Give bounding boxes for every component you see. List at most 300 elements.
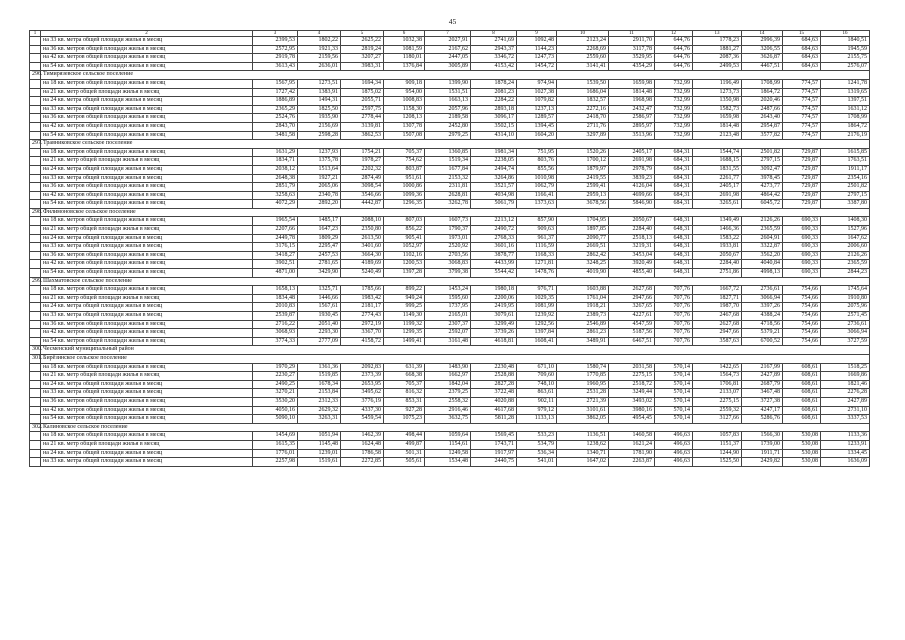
value-cell: 2751,86 bbox=[693, 269, 742, 278]
row-label: на 33 кв. метра общей площади жилья в месяц bbox=[41, 37, 253, 46]
value-cell: 2604,91 bbox=[742, 234, 783, 243]
value-cell: 1631,29 bbox=[253, 148, 298, 157]
value-cell: 732,99 bbox=[655, 97, 693, 106]
value-cell: 1340,71 bbox=[557, 449, 609, 458]
value-cell: 2843,70 bbox=[253, 122, 298, 131]
value-cell: 644,76 bbox=[655, 54, 693, 63]
value-cell: 1667,72 bbox=[693, 286, 742, 295]
value-cell: 1615,85 bbox=[821, 148, 870, 157]
value-cell: 2268,69 bbox=[557, 45, 609, 54]
value-cell: 3258,63 bbox=[253, 191, 298, 200]
value-cell: 2636,01 bbox=[298, 62, 341, 71]
value-cell: 1658,13 bbox=[253, 286, 298, 295]
value-cell: 1786,58 bbox=[341, 449, 384, 458]
value-cell: 1910,80 bbox=[821, 294, 870, 303]
value-cell: 1454,69 bbox=[253, 432, 298, 441]
value-cell: 2691,98 bbox=[609, 157, 655, 166]
row-label: на 54 кв. метров общей площади жилья в месяц bbox=[41, 131, 253, 140]
row-index-cell bbox=[30, 380, 41, 389]
value-cell: 1608,41 bbox=[517, 337, 557, 346]
value-cell: 1840,51 bbox=[821, 37, 870, 46]
value-cell: 5187,56 bbox=[609, 329, 655, 338]
table-body bbox=[30, 31, 870, 467]
value-cell: 2275,15 bbox=[609, 372, 655, 381]
value-cell: 2628,81 bbox=[425, 191, 471, 200]
value-cell: 3727,38 bbox=[742, 397, 783, 406]
value-cell: 729,87 bbox=[783, 183, 821, 192]
table-row bbox=[30, 105, 870, 114]
value-cell: 690,33 bbox=[783, 226, 821, 235]
value-cell: 1704,95 bbox=[557, 217, 609, 226]
value-cell: 690,33 bbox=[783, 217, 821, 226]
value-cell: 2307,37 bbox=[425, 320, 471, 329]
column-number: 14 bbox=[742, 31, 783, 37]
value-cell: 976,71 bbox=[517, 286, 557, 295]
value-cell: 2055,71 bbox=[341, 97, 384, 106]
row-label: на 24 кв. метра общей площади жилья в месяц bbox=[41, 303, 253, 312]
value-cell: 2687,79 bbox=[742, 380, 783, 389]
value-cell: 1008,83 bbox=[384, 97, 425, 106]
value-cell: 3092,47 bbox=[742, 165, 783, 174]
row-label: на 18 кв. метров общей площади жилья в месяц bbox=[41, 148, 253, 157]
row-index-cell bbox=[30, 294, 41, 303]
value-cell: 707,76 bbox=[655, 312, 693, 321]
value-cell: 3727,59 bbox=[821, 337, 870, 346]
row-index-cell bbox=[30, 54, 41, 63]
value-cell: 2501,82 bbox=[742, 148, 783, 157]
value-cell: 3098,54 bbox=[341, 183, 384, 192]
value-cell: 2844,23 bbox=[821, 269, 870, 278]
value-cell: 3161,48 bbox=[425, 337, 471, 346]
value-cell: 729,87 bbox=[783, 200, 821, 209]
value-cell: 754,62 bbox=[384, 157, 425, 166]
value-cell: 1454,72 bbox=[517, 62, 557, 71]
row-label: на 21 кв. метр общей площади жилья в месяц bbox=[41, 294, 253, 303]
value-cell: 3502,15 bbox=[471, 122, 517, 131]
value-cell: 1965,54 bbox=[253, 217, 298, 226]
value-cell: 2050,67 bbox=[693, 251, 742, 260]
value-cell: 2230,48 bbox=[471, 363, 517, 372]
value-cell: 2716,22 bbox=[253, 320, 298, 329]
value-cell: 684,63 bbox=[783, 37, 821, 46]
value-cell: 1010,98 bbox=[517, 174, 557, 183]
value-cell: 1032,38 bbox=[384, 37, 425, 46]
row-index-cell bbox=[30, 363, 41, 372]
value-cell: 684,31 bbox=[655, 183, 693, 192]
row-label: на 21 кв. метр общей площади жилья в месяц bbox=[41, 88, 253, 97]
value-cell: 648,31 bbox=[655, 217, 693, 226]
value-cell: 2389,73 bbox=[557, 312, 609, 321]
value-cell: 5090,10 bbox=[253, 415, 298, 424]
value-cell: 1987,70 bbox=[693, 303, 742, 312]
value-cell: 608,61 bbox=[783, 389, 821, 398]
value-cell: 1519,34 bbox=[425, 157, 471, 166]
value-cell: 1519,61 bbox=[298, 458, 341, 467]
value-cell: 2572,95 bbox=[253, 45, 298, 54]
value-cell: 3263,31 bbox=[298, 415, 341, 424]
value-cell: 1970,29 bbox=[253, 363, 298, 372]
value-cell: 2276,28 bbox=[821, 389, 870, 398]
value-cell: 2691,98 bbox=[693, 191, 742, 200]
value-cell: 1397,28 bbox=[384, 269, 425, 278]
value-cell: 1595,60 bbox=[425, 294, 471, 303]
value-cell: 979,12 bbox=[517, 406, 557, 415]
row-label: на 36 кв. метров общей площади жилья в месяц bbox=[41, 320, 253, 329]
row-label: на 33 кв. метра общей площади жилья в месяц bbox=[41, 389, 253, 398]
row-index-cell bbox=[30, 200, 41, 209]
value-cell: 533,23 bbox=[517, 432, 557, 441]
column-number: 4 bbox=[298, 31, 341, 37]
row-label: на 24 кв. метра общей площади жилья в месяц bbox=[41, 97, 253, 106]
value-cell: 2284,22 bbox=[471, 97, 517, 106]
row-label: на 42 кв. метров общей площади жилья в месяц bbox=[41, 406, 253, 415]
value-cell: 1057,83 bbox=[693, 432, 742, 441]
value-cell: 2777,09 bbox=[298, 337, 341, 346]
value-cell: 1968,98 bbox=[609, 97, 655, 106]
value-cell: 1864,72 bbox=[821, 122, 870, 131]
row-label: на 33 кв. метра общей площади жилья в месяц bbox=[41, 174, 253, 183]
value-cell: 1000,86 bbox=[384, 183, 425, 192]
value-cell: 2452,80 bbox=[425, 122, 471, 131]
value-cell: 2449,78 bbox=[253, 234, 298, 243]
value-cell: 496,63 bbox=[655, 458, 693, 467]
value-cell: 1292,56 bbox=[517, 320, 557, 329]
row-index-cell bbox=[30, 440, 41, 449]
value-cell: 1708,99 bbox=[742, 79, 783, 88]
value-cell: 1663,13 bbox=[425, 97, 471, 106]
column-number: 5 bbox=[341, 31, 384, 37]
value-cell: 751,95 bbox=[517, 148, 557, 157]
value-cell: 2467,68 bbox=[693, 312, 742, 321]
section-row bbox=[30, 423, 870, 432]
value-cell: 1249,58 bbox=[425, 449, 471, 458]
section-number: 300. bbox=[30, 346, 41, 355]
value-cell: 1778,23 bbox=[693, 37, 742, 46]
value-cell: 1569,45 bbox=[471, 432, 517, 441]
value-cell: 2354,16 bbox=[821, 174, 870, 183]
value-cell: 1677,84 bbox=[425, 165, 471, 174]
value-cell: 1273,51 bbox=[298, 79, 341, 88]
value-cell: 2571,45 bbox=[821, 312, 870, 321]
value-cell: 684,63 bbox=[783, 54, 821, 63]
value-cell: 505,61 bbox=[384, 458, 425, 467]
row-index-cell bbox=[30, 191, 41, 200]
column-number: 7 bbox=[425, 31, 471, 37]
table-row bbox=[30, 363, 870, 372]
row-index-cell bbox=[30, 372, 41, 381]
value-cell: 1960,95 bbox=[557, 380, 609, 389]
value-cell: 1158,30 bbox=[384, 105, 425, 114]
row-index-cell bbox=[30, 97, 41, 106]
value-cell: 2774,43 bbox=[341, 312, 384, 321]
value-cell: 1737,95 bbox=[425, 303, 471, 312]
value-cell: 1507,08 bbox=[384, 131, 425, 140]
value-cell: 2586,97 bbox=[609, 114, 655, 123]
value-cell: 2943,37 bbox=[471, 45, 517, 54]
row-label: на 33 кв. метра общей площади жилья в месяц bbox=[41, 105, 253, 114]
section-number: 298. bbox=[30, 208, 41, 217]
row-label: на 42 кв. метров общей площади жилья в месяц bbox=[41, 122, 253, 131]
value-cell: 1200,53 bbox=[384, 260, 425, 269]
value-cell: 1144,23 bbox=[517, 45, 557, 54]
value-cell: 1930,45 bbox=[298, 312, 341, 321]
value-cell: 1239,01 bbox=[298, 449, 341, 458]
row-label: на 24 кв. метра общей площади жилья в месяц bbox=[41, 165, 253, 174]
value-cell: 3079,61 bbox=[471, 312, 517, 321]
section-number: 297. bbox=[30, 140, 41, 149]
value-cell: 1208,13 bbox=[384, 114, 425, 123]
value-cell: 1935,90 bbox=[298, 114, 341, 123]
value-cell: 3101,61 bbox=[557, 406, 609, 415]
value-cell: 2736,61 bbox=[742, 286, 783, 295]
row-index-cell bbox=[30, 62, 41, 71]
table-row bbox=[30, 37, 870, 46]
value-cell: 1383,91 bbox=[298, 88, 341, 97]
column-number: 11 bbox=[609, 31, 655, 37]
value-cell: 1688,15 bbox=[693, 157, 742, 166]
value-cell: 3562,20 bbox=[742, 251, 783, 260]
value-cell: 4189,69 bbox=[341, 260, 384, 269]
value-cell: 1531,51 bbox=[425, 88, 471, 97]
row-index-cell bbox=[30, 234, 41, 243]
value-cell: 570,14 bbox=[655, 363, 693, 372]
value-cell: 754,66 bbox=[783, 312, 821, 321]
value-cell: 1233,91 bbox=[821, 440, 870, 449]
table-row bbox=[30, 294, 870, 303]
table-row bbox=[30, 389, 870, 398]
value-cell: 1583,22 bbox=[693, 234, 742, 243]
value-cell: 707,76 bbox=[655, 337, 693, 346]
value-cell: 2996,39 bbox=[742, 37, 783, 46]
value-cell: 2010,83 bbox=[253, 303, 298, 312]
value-cell: 2257,98 bbox=[253, 458, 298, 467]
row-index-cell bbox=[30, 269, 41, 278]
value-cell: 1980,18 bbox=[471, 286, 517, 295]
value-cell: 1659,98 bbox=[693, 114, 742, 123]
table-row bbox=[30, 217, 870, 226]
value-cell: 1615,35 bbox=[253, 440, 298, 449]
value-cell: 570,14 bbox=[655, 397, 693, 406]
value-cell: 3839,23 bbox=[609, 174, 655, 183]
value-cell: 1399,90 bbox=[425, 79, 471, 88]
table-row bbox=[30, 174, 870, 183]
section-title: Бирёзинское сельское поселение bbox=[41, 354, 870, 363]
value-cell: 2499,53 bbox=[693, 62, 742, 71]
value-cell: 1394,45 bbox=[517, 122, 557, 131]
value-cell: 1527,96 bbox=[821, 226, 870, 235]
value-cell: 2874,49 bbox=[341, 174, 384, 183]
value-cell: 684,63 bbox=[783, 45, 821, 54]
value-cell: 3601,16 bbox=[471, 243, 517, 252]
value-cell: 3529,95 bbox=[609, 54, 655, 63]
value-cell: 648,31 bbox=[655, 269, 693, 278]
value-cell: 2518,13 bbox=[609, 234, 655, 243]
value-cell: 1814,48 bbox=[609, 88, 655, 97]
table-row bbox=[30, 62, 870, 71]
value-cell: 5846,90 bbox=[609, 200, 655, 209]
value-cell: 1754,21 bbox=[341, 148, 384, 157]
column-number: 13 bbox=[693, 31, 742, 37]
row-index-cell bbox=[30, 165, 41, 174]
value-cell: 1694,34 bbox=[341, 79, 384, 88]
section-number: 299. bbox=[30, 277, 41, 286]
row-label: на 21 кв. метр общей площади жилья в месяц bbox=[41, 372, 253, 381]
value-cell: 1636,09 bbox=[821, 458, 870, 467]
value-cell: 1361,36 bbox=[298, 363, 341, 372]
table-row bbox=[30, 260, 870, 269]
row-label: на 21 кв. метр общей площади жилья в месяц bbox=[41, 226, 253, 235]
value-cell: 2592,07 bbox=[425, 329, 471, 338]
value-cell: 2895,97 bbox=[609, 122, 655, 131]
value-cell: 648,31 bbox=[655, 251, 693, 260]
value-cell: 1029,35 bbox=[517, 294, 557, 303]
row-index-cell bbox=[30, 251, 41, 260]
value-cell: 748,10 bbox=[517, 380, 557, 389]
value-cell: 2819,24 bbox=[341, 45, 384, 54]
value-cell: 3117,78 bbox=[609, 45, 655, 54]
table-row bbox=[30, 449, 870, 458]
value-cell: 2978,79 bbox=[609, 165, 655, 174]
value-cell: 1154,61 bbox=[425, 440, 471, 449]
value-cell: 2911,70 bbox=[609, 37, 655, 46]
value-cell: 2827,28 bbox=[471, 380, 517, 389]
value-cell: 1307,78 bbox=[384, 122, 425, 131]
value-cell: 1743,71 bbox=[471, 440, 517, 449]
value-cell: 3613,43 bbox=[253, 62, 298, 71]
value-cell: 855,56 bbox=[517, 165, 557, 174]
row-index-cell bbox=[30, 337, 41, 346]
row-label: на 21 кв. метр общей площади жилья в месяц bbox=[41, 157, 253, 166]
value-cell: 961,37 bbox=[517, 234, 557, 243]
value-cell: 2405,17 bbox=[609, 148, 655, 157]
value-cell: 2959,13 bbox=[557, 191, 609, 200]
value-cell: 1727,42 bbox=[253, 88, 298, 97]
value-cell: 3270,21 bbox=[253, 389, 298, 398]
value-cell: 3978,45 bbox=[742, 174, 783, 183]
value-cell: 707,76 bbox=[655, 329, 693, 338]
value-cell: 530,08 bbox=[783, 449, 821, 458]
value-cell: 1911,17 bbox=[821, 165, 870, 174]
value-cell: 6467,51 bbox=[609, 337, 655, 346]
row-label: на 24 кв. метра общей площади жилья в месяц bbox=[41, 380, 253, 389]
value-cell: 1875,02 bbox=[341, 88, 384, 97]
value-cell: 496,63 bbox=[655, 440, 693, 449]
value-cell: 2703,56 bbox=[425, 251, 471, 260]
value-cell: 4998,13 bbox=[742, 269, 783, 278]
value-cell: 4337,30 bbox=[341, 406, 384, 415]
table-row bbox=[30, 54, 870, 63]
value-cell: 4158,72 bbox=[341, 337, 384, 346]
value-cell: 2487,66 bbox=[742, 105, 783, 114]
value-cell: 1149,30 bbox=[384, 312, 425, 321]
value-cell: 754,66 bbox=[783, 337, 821, 346]
value-cell: 1027,38 bbox=[517, 88, 557, 97]
row-index-cell bbox=[30, 105, 41, 114]
value-cell: 2979,25 bbox=[425, 131, 471, 140]
row-index-cell bbox=[30, 174, 41, 183]
value-cell: 648,31 bbox=[655, 260, 693, 269]
value-cell: 2520,92 bbox=[425, 243, 471, 252]
value-cell: 2653,95 bbox=[341, 380, 384, 389]
value-cell: 496,63 bbox=[655, 432, 693, 441]
value-cell: 2893,18 bbox=[471, 105, 517, 114]
value-cell: 1739,00 bbox=[742, 440, 783, 449]
value-cell: 803,76 bbox=[517, 157, 557, 166]
value-cell: 1686,04 bbox=[557, 88, 609, 97]
value-cell: 1918,21 bbox=[557, 303, 609, 312]
value-cell: 1662,97 bbox=[425, 372, 471, 381]
value-cell: 2126,26 bbox=[742, 217, 783, 226]
value-cell: 4126,04 bbox=[609, 183, 655, 192]
value-cell: 608,61 bbox=[783, 363, 821, 372]
value-cell: 2494,74 bbox=[471, 165, 517, 174]
value-cell: 774,57 bbox=[783, 88, 821, 97]
row-label: на 42 кв. метров общей площади жилья в месяц bbox=[41, 329, 253, 338]
value-cell: 1933,81 bbox=[693, 243, 742, 252]
value-cell: 3139,81 bbox=[341, 122, 384, 131]
row-label: на 36 кв. метров общей площади жилья в месяц bbox=[41, 251, 253, 260]
value-cell: 2781,65 bbox=[298, 260, 341, 269]
value-cell: 927,28 bbox=[384, 406, 425, 415]
value-cell: 690,33 bbox=[783, 251, 821, 260]
value-cell: 754,66 bbox=[783, 303, 821, 312]
table-row bbox=[30, 406, 870, 415]
value-cell: 1864,72 bbox=[742, 88, 783, 97]
value-cell: 2213,12 bbox=[471, 217, 517, 226]
value-cell: 3980,16 bbox=[609, 406, 655, 415]
value-cell: 684,31 bbox=[655, 157, 693, 166]
value-cell: 3337,53 bbox=[821, 415, 870, 424]
row-index-cell bbox=[30, 406, 41, 415]
value-cell: 2156,69 bbox=[298, 122, 341, 131]
value-cell: 774,57 bbox=[783, 97, 821, 106]
value-cell: 2167,99 bbox=[742, 363, 783, 372]
row-index-cell bbox=[30, 286, 41, 295]
value-cell: 1446,66 bbox=[298, 294, 341, 303]
value-cell: 2797,15 bbox=[742, 157, 783, 166]
value-cell: 1761,04 bbox=[557, 294, 609, 303]
value-cell: 3248,25 bbox=[557, 260, 609, 269]
row-index-cell bbox=[30, 37, 41, 46]
value-cell: 1603,88 bbox=[557, 286, 609, 295]
value-cell: 3513,96 bbox=[609, 131, 655, 140]
table-row bbox=[30, 183, 870, 192]
row-index-cell bbox=[30, 88, 41, 97]
value-cell: 1678,34 bbox=[298, 380, 341, 389]
value-cell: 3774,33 bbox=[253, 337, 298, 346]
value-cell: 541,01 bbox=[517, 458, 557, 467]
value-cell: 4954,45 bbox=[609, 415, 655, 424]
value-cell: 2365,29 bbox=[253, 105, 298, 114]
value-cell: 1166,41 bbox=[517, 191, 557, 200]
value-cell: 2284,40 bbox=[609, 226, 655, 235]
value-cell: 774,57 bbox=[783, 114, 821, 123]
value-cell: 729,87 bbox=[783, 148, 821, 157]
value-cell: 2399,53 bbox=[253, 37, 298, 46]
value-cell: 2731,10 bbox=[821, 406, 870, 415]
value-cell: 4388,24 bbox=[742, 312, 783, 321]
value-cell: 2365,59 bbox=[821, 260, 870, 269]
table-row bbox=[30, 234, 870, 243]
value-cell: 3626,87 bbox=[742, 54, 783, 63]
value-cell: 1133,36 bbox=[821, 432, 870, 441]
value-cell: 1494,31 bbox=[298, 97, 341, 106]
row-label: на 33 кв. метра общей площади жилья в месяц bbox=[41, 458, 253, 467]
value-cell: 2721,39 bbox=[557, 397, 609, 406]
value-cell: 2613,50 bbox=[341, 234, 384, 243]
value-cell: 4699,66 bbox=[609, 191, 655, 200]
value-cell: 1832,57 bbox=[557, 97, 609, 106]
